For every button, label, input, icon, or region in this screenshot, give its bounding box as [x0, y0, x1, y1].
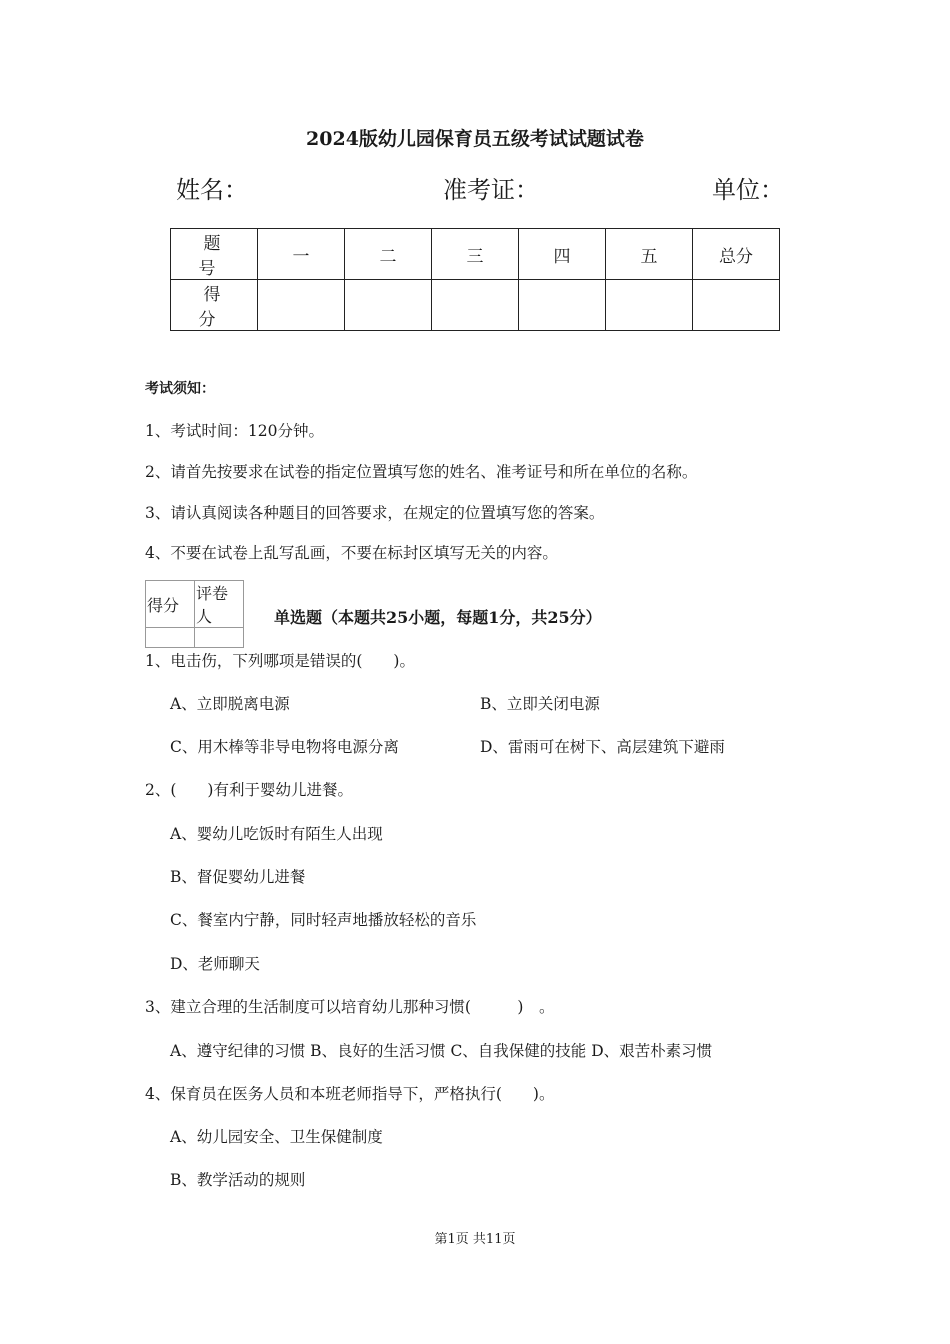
grader-reviewer-label: 评卷人: [195, 581, 244, 628]
score-cell[interactable]: [693, 280, 780, 331]
score-table-header-cell: 三: [432, 229, 519, 280]
page-footer: 第1页 共11页: [434, 1232, 516, 1247]
option-a: A、婴幼儿吃饭时有陌生人出现: [170, 825, 383, 843]
score-cell[interactable]: [258, 280, 345, 331]
option-c: C、餐室内宁静，同时轻声地播放轻松的音乐: [170, 911, 477, 929]
option-b: B、督促婴幼儿进餐: [170, 868, 306, 886]
option-c: C、用木棒等非导电物将电源分离: [170, 738, 399, 756]
score-table-header-cell: 二: [345, 229, 432, 280]
section-title: 单选题（本题共25小题，每题1分，共25分）: [274, 608, 602, 627]
question-text: 4、保育员在医务人员和本班老师指导下，严格执行( )。: [145, 1085, 555, 1103]
score-cell[interactable]: [345, 280, 432, 331]
option-d: D、雷雨可在树下、高层建筑下避雨: [480, 738, 725, 756]
question-text: 2、( )有利于婴幼儿进餐。: [145, 781, 353, 799]
question-text: 3、建立合理的生活制度可以培育幼儿那种习惯( ) 。: [145, 998, 555, 1016]
score-table-score-row: [171, 280, 780, 331]
grader-reviewer-cell[interactable]: [195, 628, 244, 648]
score-table-header-row: [171, 229, 780, 280]
option-d: D、老师聊天: [170, 955, 260, 973]
question-text: 1、电击伤，下列哪项是错误的( )。: [145, 652, 415, 670]
score-cell[interactable]: [519, 280, 606, 331]
option-a: A、幼儿园安全、卫生保健制度: [170, 1128, 383, 1146]
score-cell[interactable]: [606, 280, 693, 331]
option-b: B、立即关闭电源: [480, 695, 600, 713]
score-row-label: 得 分: [171, 280, 258, 331]
grader-score-label: 得分: [146, 581, 195, 628]
unit-field-label: 单位：: [712, 176, 784, 204]
page-title: 2024版幼儿园保育员五级考试试题试卷: [306, 128, 644, 150]
ticket-field-label: 准考证：: [443, 176, 539, 204]
option-b: B、教学活动的规则: [170, 1171, 306, 1189]
score-table-header-cell: 题 号: [171, 229, 258, 280]
grader-box: [145, 580, 244, 648]
options-line: A、遵守纪律的习惯 B、良好的生活习惯 C、自我保健的技能 D、艰苦朴素习惯: [170, 1042, 713, 1060]
name-field-label: 姓名：: [176, 176, 248, 204]
notice-item: 4、不要在试卷上乱写乱画，不要在标封区填写无关的内容。: [145, 544, 558, 562]
notice-item: 1、考试时间：120分钟。: [145, 422, 324, 440]
score-table-header-cell: 四: [519, 229, 606, 280]
notice-item: 2、请首先按要求在试卷的指定位置填写您的姓名、准考证号和所在单位的名称。: [145, 463, 698, 481]
score-table-header-cell: 五: [606, 229, 693, 280]
score-table-header-cell: 一: [258, 229, 345, 280]
notice-heading: 考试须知：: [145, 381, 215, 397]
score-table-header-cell: 总分: [693, 229, 780, 280]
notice-item: 3、请认真阅读各种题目的回答要求，在规定的位置填写您的答案。: [145, 504, 605, 522]
grader-score-cell[interactable]: [146, 628, 195, 648]
option-a: A、立即脱离电源: [170, 695, 290, 713]
score-table: [170, 228, 780, 331]
score-cell[interactable]: [432, 280, 519, 331]
